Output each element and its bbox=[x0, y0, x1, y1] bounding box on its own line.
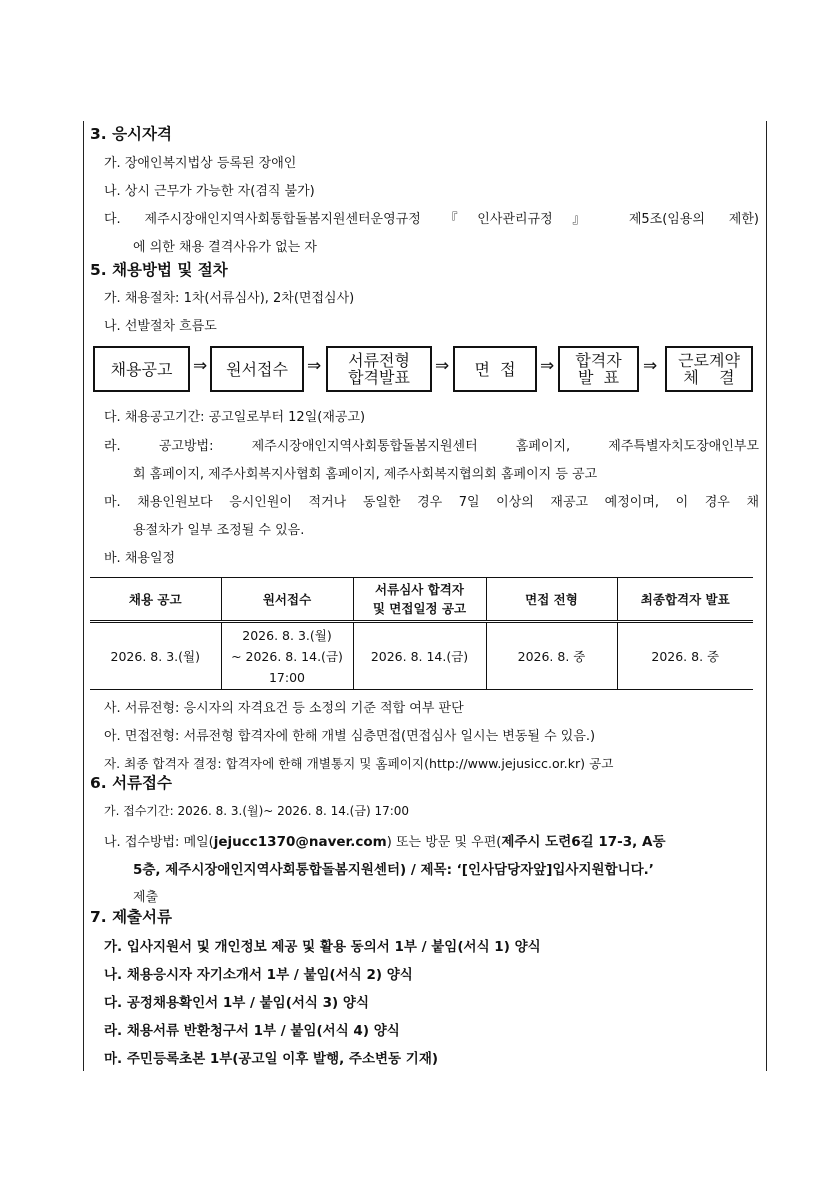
flow-step-application: 원서접수 bbox=[210, 346, 304, 392]
section6-item-period: 가. 접수기간: 2026. 8. 3.(월)~ 2026. 8. 14.(금) 17:00 bbox=[104, 804, 410, 818]
section5-item-ma: 마. 채용인원보다 응시인원이 적거나 동일한 경우 7일 이상의 재공고 예정이며, 이 경우 채 bbox=[104, 495, 759, 510]
flow-step-document-screening: 서류전형 합격발표 bbox=[326, 346, 432, 392]
flow-step-pass-announcement: 합격자 발 표 bbox=[558, 346, 639, 392]
flow-arrow-icon: ⇒ bbox=[307, 356, 322, 376]
flow-arrow-icon: ⇒ bbox=[435, 356, 450, 376]
section5-item-da: 다. 채용공고기간: 공고일로부터 12일(재공고) bbox=[104, 410, 366, 425]
section5-item-ma-cont: 용절차가 일부 조정될 수 있음. bbox=[133, 523, 305, 538]
section3-heading: 3. 응시자격 bbox=[90, 125, 172, 143]
section5-item-ga: 가. 채용절차: 1차(서류심사), 2차(면접심사) bbox=[104, 291, 355, 306]
schedule-header-screening: 서류심사 합격자 및 면접일정 공고 bbox=[353, 578, 486, 622]
section3-item-2: 나. 상시 근무가 가능한 자(겸직 불가) bbox=[104, 184, 315, 199]
flow-arrow-icon: ⇒ bbox=[643, 356, 658, 376]
section5-item-ja: 자. 최종 합격자 결정: 합격자에 한해 개별통지 및 홈페이지(http://www.jejusicc.or.kr) 공고 bbox=[104, 756, 614, 771]
section5-item-na: 나. 선발절차 흐름도 bbox=[104, 319, 217, 334]
flow-step-interview: 면 접 bbox=[453, 346, 537, 392]
flow-arrow-icon: ⇒ bbox=[540, 356, 555, 376]
schedule-cell-interview: 2026. 8. 중 bbox=[486, 622, 617, 690]
section5-item-sa: 사. 서류전형: 응시자의 자격요건 등 소정의 기준 적합 여부 판단 bbox=[104, 701, 464, 716]
schedule-cell-notice: 2026. 8. 3.(월) bbox=[90, 622, 221, 690]
email-link[interactable]: jejucc1370@naver.com bbox=[213, 834, 387, 850]
schedule-header-application: 원서접수 bbox=[221, 578, 353, 622]
section7-item-1: 가. 입사지원서 및 개인정보 제공 및 활용 동의서 1부 / 붙임(서식 1) 양식 bbox=[104, 939, 541, 955]
section5-item-ba: 바. 채용일정 bbox=[104, 551, 176, 566]
schedule-header-row bbox=[90, 578, 753, 622]
section5-item-ra-cont: 회 홈페이지, 제주사회복지사협회 홈페이지, 제주사회복지협의회 홈페이지 등 공고 bbox=[133, 467, 598, 482]
schedule-header-notice: 채용 공고 bbox=[90, 578, 221, 622]
section6-item-method-cont: 5층, 제주시장애인지역사회통합돌봄지원센터) / 제목: ‘[인사담당자앞]입사지원합니다.’ bbox=[133, 862, 654, 878]
section7-item-2: 나. 채용응시자 자기소개서 1부 / 붙임(서식 2) 양식 bbox=[104, 967, 413, 983]
flow-step-contract: 근로계약 체 결 bbox=[665, 346, 753, 392]
section6-item-method-cont2: 제출 bbox=[133, 890, 159, 905]
flow-arrow-icon: ⇒ bbox=[193, 356, 208, 376]
section6-item-method: 나. 접수방법: 메일(jejucc1370@naver.com) 또는 방문 및 우편(제주시 도련6길 17-3, A동 bbox=[104, 834, 666, 850]
section5-item-a: 아. 면접전형: 서류전형 합격자에 한해 개별 심층면접(면접심사 일시는 변동될 수 있음.) bbox=[104, 729, 596, 744]
section7-item-4: 라. 채용서류 반환청구서 1부 / 붙임(서식 4) 양식 bbox=[104, 1023, 400, 1039]
section3-item-3: 다. 제주시장애인지역사회통합돌봄지원센터운영규정 『인사관리규정』 제5조(임용의 제한) bbox=[104, 212, 759, 227]
schedule-header-final: 최종합격자 발표 bbox=[617, 578, 753, 622]
section3-item-1: 가. 장애인복지법상 등록된 장애인 bbox=[104, 156, 297, 171]
section5-item-ra: 라. 공고방법: 제주시장애인지역사회통합돌봄지원센터 홈페이지, 제주특별자치도장애인부모 bbox=[104, 439, 759, 454]
section7-heading: 7. 제출서류 bbox=[90, 908, 172, 926]
schedule-cell-final: 2026. 8. 중 bbox=[617, 622, 753, 690]
schedule-header-interview: 면접 전형 bbox=[486, 578, 617, 622]
section6-heading: 6. 서류접수 bbox=[90, 774, 172, 792]
schedule-table bbox=[90, 577, 753, 690]
schedule-row bbox=[90, 622, 753, 690]
section7-item-5: 마. 주민등록초본 1부(공고일 이후 발행, 주소변동 기재) bbox=[104, 1051, 439, 1067]
schedule-cell-application: 2026. 8. 3.(월) ~ 2026. 8. 14.(금) 17:00 bbox=[221, 622, 353, 690]
section7-item-3: 다. 공정채용확인서 1부 / 붙임(서식 3) 양식 bbox=[104, 995, 369, 1011]
schedule-cell-screening: 2026. 8. 14.(금) bbox=[353, 622, 486, 690]
section5-heading: 5. 채용방법 및 절차 bbox=[90, 261, 228, 279]
section3-item-3-cont: 에 의한 채용 결격사유가 없는 자 bbox=[133, 240, 317, 255]
flow-step-recruitment-notice: 채용공고 bbox=[93, 346, 190, 392]
